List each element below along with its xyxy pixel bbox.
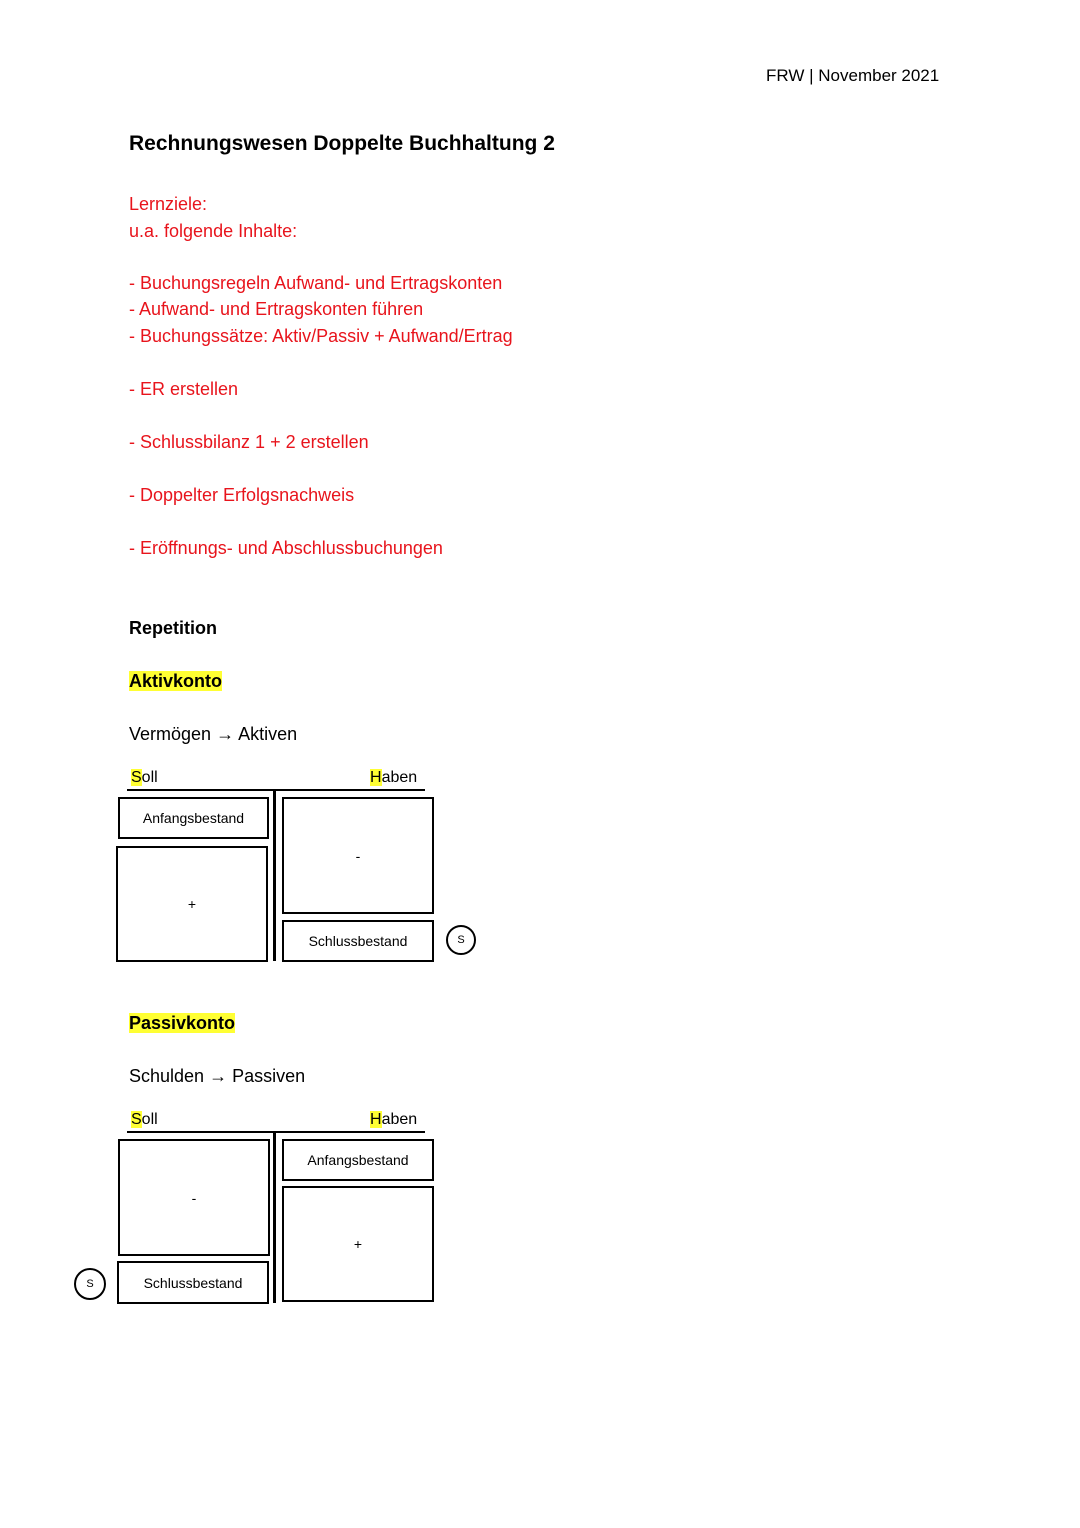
minus-sign: -	[191, 1189, 197, 1206]
schlussbestand-box	[117, 1261, 269, 1304]
aktivkonto-subtitle-right: Aktiven	[238, 724, 298, 744]
soll-label	[131, 769, 158, 787]
arrow-right-icon: →	[216, 724, 235, 744]
saldo-circle-icon	[74, 1268, 106, 1300]
haben-label	[370, 1111, 417, 1129]
goal-item: - ER erstellen	[129, 379, 239, 399]
goal-item: - Schlussbilanz 1 + 2 erstellen	[129, 432, 369, 452]
soll-initial: S	[131, 1111, 142, 1128]
account-top-line	[127, 789, 425, 791]
repetition-heading: Repetition	[129, 618, 217, 638]
anfangsbestand-label: Anfangsbestand	[307, 1152, 409, 1168]
passivkonto-subtitle-right: Passiven	[232, 1066, 306, 1086]
aktivkonto-heading-text: Aktivkonto	[129, 671, 223, 691]
decrease-box	[282, 797, 434, 914]
anfangsbestand-label: Anfangsbestand	[142, 810, 245, 826]
anfangsbestand-box	[282, 1139, 434, 1181]
goal-item: - Buchungssätze: Aktiv/Passiv + Aufwand/Ertrag	[129, 326, 513, 346]
soll-rest: oll	[141, 769, 158, 786]
soll-label	[131, 1111, 158, 1129]
saldo-circle-label: S	[86, 1278, 94, 1290]
aktivkonto-heading	[129, 671, 222, 692]
schlussbestand-box	[282, 920, 434, 962]
haben-rest: aben	[381, 1111, 418, 1128]
schlussbestand-label: Schlussbestand	[308, 933, 408, 949]
goals-subheading: u.a. folgende Inhalte:	[129, 221, 298, 241]
minus-sign: -	[355, 847, 361, 864]
plus-sign: +	[187, 896, 197, 912]
account-center-line	[273, 1132, 276, 1303]
aktivkonto-subtitle	[129, 724, 297, 745]
anfangsbestand-box	[118, 797, 269, 839]
goals-heading: Lernziele:	[129, 194, 208, 214]
plus-sign: +	[353, 1236, 363, 1252]
haben-initial: H	[370, 1111, 382, 1128]
decrease-box	[118, 1139, 270, 1256]
goal-item: - Buchungsregeln Aufwand- und Ertragskonten	[129, 273, 503, 293]
passivkonto-heading-text: Passivkonto	[129, 1013, 236, 1033]
increase-box	[116, 846, 268, 962]
soll-rest: oll	[141, 1111, 158, 1128]
goal-item: - Aufwand- und Ertragskonten führen	[129, 299, 424, 319]
haben-initial: H	[370, 769, 382, 786]
goal-item: - Doppelter Erfolgsnachweis	[129, 485, 355, 505]
soll-initial: S	[131, 769, 142, 786]
increase-box	[282, 1186, 434, 1302]
passivkonto-subtitle	[129, 1066, 305, 1087]
saldo-circle-icon	[446, 925, 476, 955]
account-top-line	[127, 1131, 425, 1133]
passivkonto-heading	[129, 1013, 235, 1034]
page-title: Rechnungswesen Doppelte Buchhaltung 2	[129, 132, 555, 155]
passivkonto-subtitle-left: Schulden	[129, 1066, 205, 1086]
saldo-circle-label: S	[457, 934, 465, 946]
schlussbestand-label: Schlussbestand	[143, 1274, 243, 1291]
haben-label	[370, 769, 417, 787]
goal-item: - Eröffnungs- und Abschlussbuchungen	[129, 538, 443, 558]
arrow-right-icon: →	[209, 1066, 228, 1086]
haben-rest: aben	[381, 769, 418, 786]
account-center-line	[273, 790, 276, 961]
aktivkonto-subtitle-left: Vermögen	[129, 724, 212, 744]
header-date: FRW | November 2021	[766, 66, 940, 85]
